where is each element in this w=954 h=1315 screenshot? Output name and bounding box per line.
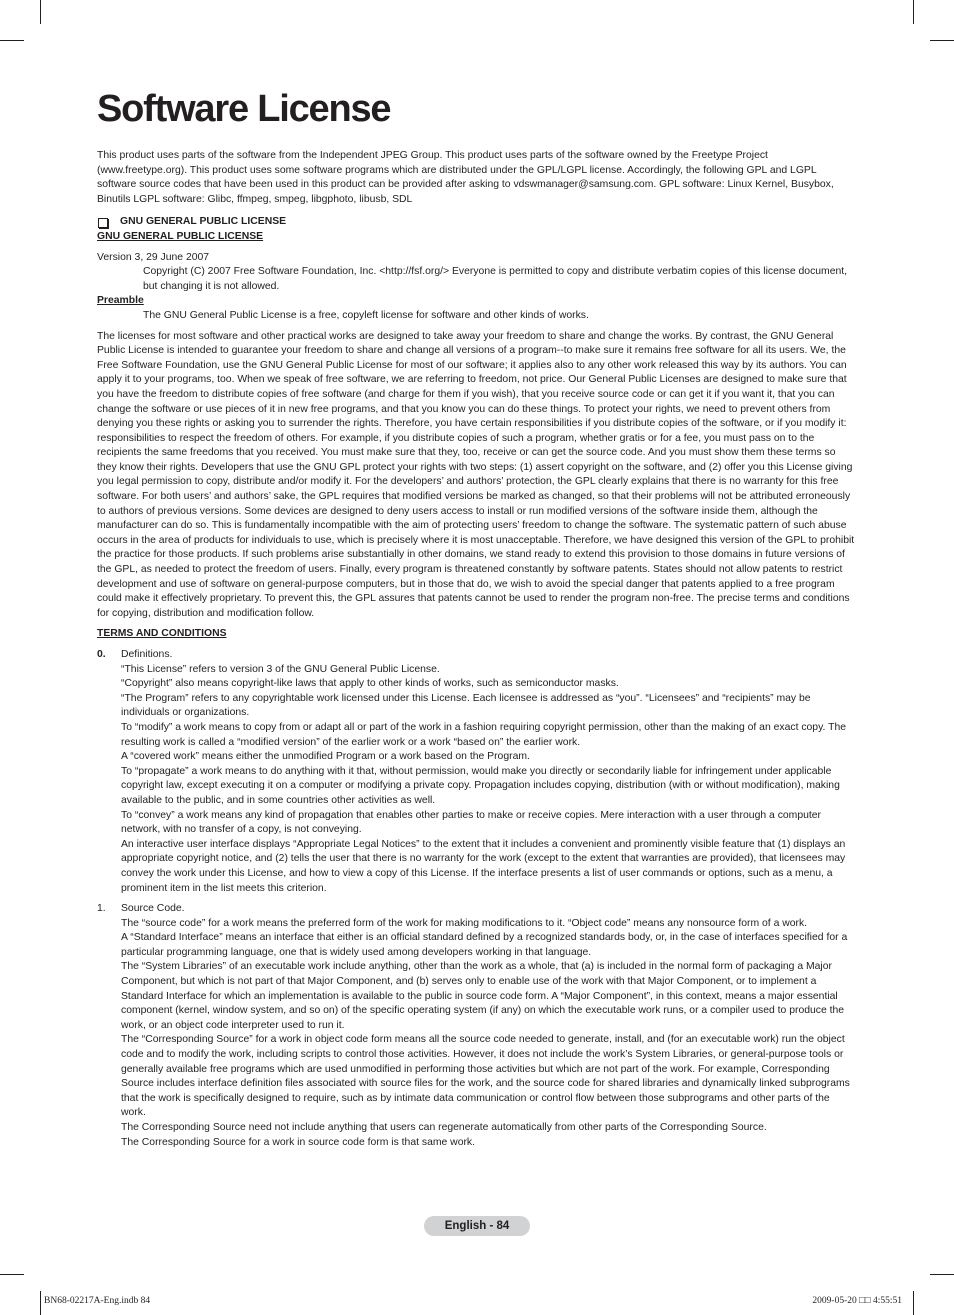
section-0 (97, 648, 857, 663)
definition-paragraph: An interactive user interface displays “Appropriate Legal Notices” to the extent that it includes a convenient and prominently visible feature that (1) displays an appropriate copyright notice, and (2) tells the user that there is no warranty for the work (except to the extent that warranties are provided), that licensees may convey the work under this License, and how to view a copy of this License. If the interface presents a list of user commands or options, such as a menu, a prominent item in the list meets this criterion. (121, 838, 846, 894)
preamble-body: The licenses for most software and other practical works are designed to take away your freedom to share and change the works. By contrast, the GNU General Public License is intended to guarantee your freedom to share and change all versions of a program--to make sure it remains free software for all its users. We, the Free Software Foundation, use the GNU General Public License for most of our software; it applies also to any other work released this way by its authors. You can apply it to your programs, too. When we speak of free software, we are referring to freedom, not price. Our General Public Licenses are designed to make sure that you have the freedom to distribute copies of free software (and charge for them if you wish), that you receive source code or can get it if you want it, that you can change the software or use pieces of it in new free programs, and that you know you can do these things. To protect your rights, we need to prevent others from denying you these rights or asking you to surrender the rights. Therefore, you have certain responsibilities if you distribute copies of the software, or if you modify it: responsibilities to respect the freedom of others. For example, if you distribute copies of such a program, whether gratis or for a fee, you must pass on to the recipients the same freedoms that you received. You must make sure that they, too, receive or can get the source code. And you must show them these terms so they know their rights. Developers that use the GNU GPL protect your rights with two steps: (1) assert copyright on the software, and (2) offer you this License giving you legal permission to copy, distribute and/or modify it. For the developers’ and authors’ protection, the GPL clearly explains that there is no warranty for this free software. For both users’ and authors’ sake, the GPL requires that modified versions be marked as changed, so that their problems will not be attributed erroneously to authors of previous versions. Some devices are designed to deny users access to install or run modified versions of the software inside them, although the manufacturer can do so. This is fundamentally incompatible with the aim of protecting users’ freedom to change the software. The systematic pattern of such abuse occurs in the area of products for individuals to use, which is precisely where it is most unacceptable. Therefore, we have designed this version of the GPL to prohibit the practice for those products. If such problems arise substantially in other domains, we stand ready to extend this provision to those domains in future versions of the GPL, as needed to protect the freedom of users. Finally, every program is threatened constantly by software patents. States should not allow patents to restrict development and use of software on general-purpose computers, but in those that do, we wish to avoid the special danger that patents applied to a free program could make it effectively proprietary. To prevent this, the GPL assures that patents cannot be used to render the program non-free. The precise terms and conditions for copying, distribution and modification follow. (97, 330, 855, 619)
definition-paragraph: A “covered work” means either the unmodified Program or a work based on the Program. (121, 751, 530, 763)
checkbox-icon (98, 218, 108, 228)
checkbox-label: GNU GENERAL PUBLIC LICENSE (120, 216, 287, 228)
source-code-paragraph: The “System Libraries” of an executable work include anything, other than the work as a whole, that (a) is included in the normal form of packaging a Major Component, but which is not part of that Major Component, and (b) serves only to enable use of the work with that Major Component, or to implement a Standard Interface for which an implementation is available to the public in source code form. A “Major Component”, in this context, means a major essential component (kernel, window system, and so on) of the specific operating system (if any) on which the executable work runs, or a compiler used to produce the work, or an object code interpreter used to run it. (121, 961, 845, 1031)
source-code-paragraph: The Corresponding Source for a work in source code form is that same work. (121, 1136, 476, 1148)
source-code-paragraph: The “source code” for a work means the preferred form of the work for making modifications to it. “Object code” means any nonsource form of a work. (121, 917, 808, 929)
definition-paragraph: “The Program” refers to any copyrightable work licensed under this License. Each licensee is addressed as “you”. “Licensees” and “recipients” may be individuals or organizations. (121, 692, 811, 719)
source-code-paragraph: The Corresponding Source need not include anything that users can regenerate automatically from other parts of the Corresponding Source. (121, 1122, 767, 1133)
section-1 (97, 902, 857, 917)
crop-mark (0, 1274, 24, 1275)
terms-heading: TERMS AND CONDITIONS (97, 628, 227, 640)
license-heading: GNU GENERAL PUBLIC LICENSE (97, 230, 264, 242)
source-code-paragraph: A “Standard Interface” means an interface that either is an official standard defined by a recognized standards body, or, in the case of interfaces specified for a particular programming language, one that is widely used among developers working in that language. (121, 932, 848, 958)
crop-mark (913, 0, 914, 24)
footer-timestamp: 2009-05-20 □□ 4:55:51 (812, 1296, 902, 1306)
footer-file-label: BN68-02217A-Eng.indb 84 (44, 1296, 151, 1306)
license-body (97, 149, 857, 1150)
preamble-first: The GNU General Public License is a free, copyleft license for software and other kinds of works. (143, 309, 589, 321)
version-line: Version 3, 29 June 2007 (97, 251, 210, 263)
section-title: Definitions. (121, 649, 173, 660)
crop-mark (40, 0, 41, 24)
section-number: 1. (97, 903, 106, 915)
definition-paragraph: To “modify” a work means to copy from or adapt all or part of the work in a fashion requiring copyright permission, other than the making of an exact copy. The resulting work is called a “modified version” of the earlier work or a work “based on” the earlier work. (121, 721, 847, 748)
section-title: Source Code. (121, 903, 185, 915)
definition-paragraph: “Copyright” also means copyright-like laws that apply to other kinds of works, such as semiconductor masks. (121, 678, 619, 690)
page-title: Software License (97, 88, 391, 130)
section-number: 0. (97, 649, 106, 660)
definition-paragraph: To “propagate” a work means to do anything with it that, without permission, would make you directly or secondarily liable for infringement under applicable copyright law, except executing it on a computer or modifying a private copy. Propagation includes copying, distribution (with or without modification), making available to the public, and in some countries other activities as well. (121, 765, 840, 806)
crop-mark (930, 40, 954, 41)
definition-paragraph: “This License” refers to version 3 of the GNU General Public License. (121, 663, 440, 675)
crop-mark (40, 1291, 41, 1315)
crop-mark (913, 1291, 914, 1315)
section-0-paragraphs (97, 663, 857, 897)
preamble-heading: Preamble (97, 295, 144, 307)
definition-paragraph: To “convey” a work means any kind of propagation that enables other parties to make or receive copies. Mere interaction with a user through a computer network, with no transfer of a copy, is not conveying. (121, 809, 822, 836)
crop-mark (0, 40, 24, 41)
section-1-paragraphs (97, 917, 857, 1151)
checkbox-heading (97, 215, 857, 230)
source-code-paragraph: The “Corresponding Source” for a work in object code form means all the source code needed to generate, install, and (for an executable work) run the object code and to modify the work, including scripts to control those activities. However, it does not include the work’s System Libraries, or general-purpose tools or generally available free programs which are used unmodified in performing those activities but which are not part of the work. For example, Corresponding Source includes interface definition files associated with source files for the work, and the source code for shared libraries and dynamically linked subprograms that the work is specifically designed to require, such as by intimate data communication or control flow between those subprograms and other parts of the work. (121, 1034, 850, 1119)
copyright-notice: Copyright (C) 2007 Free Software Foundation, Inc. <http://fsf.org/> Everyone is permitted to copy and distribute verbatim copies of this license document, but changing it is not allowed. (143, 266, 848, 292)
intro-paragraph: This product uses parts of the software from the Independent JPEG Group. This product uses parts of the software owned by the Freetype Project (www.freetype.org). This product uses some software programs which are distributed under the GPL/LGPL license. Accordingly, the following GPL and LGPL software source codes that have been used in this product can be provided after asking to vdswmanager@samsung.com. GPL software: Linux Kernel, Busybox, Binutils LGPL software: Glibc, ffmpeg, smpeg, libgphoto, libusb, SDL (97, 150, 834, 205)
crop-mark (930, 1274, 954, 1275)
page-number-badge: English - 84 (424, 1216, 530, 1236)
